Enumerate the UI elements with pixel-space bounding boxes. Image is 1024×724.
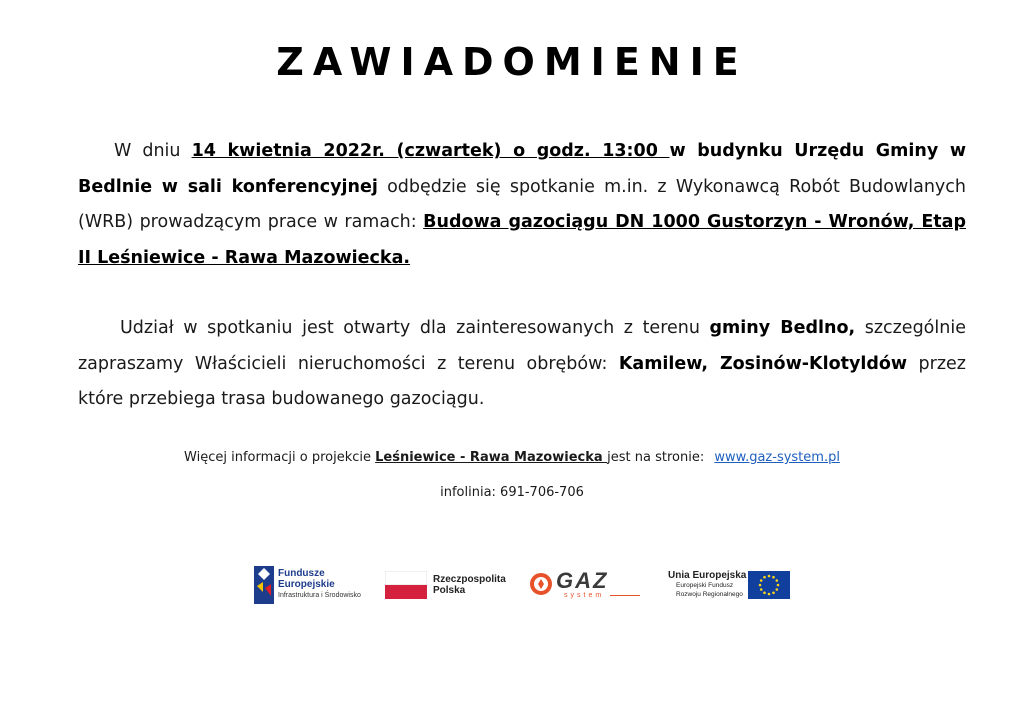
more-info-line [0, 450, 1024, 465]
unia-europejska-logo [668, 562, 792, 608]
ue-line2: Europejski Fundusz [676, 582, 734, 589]
info-project: Leśniewice - Rawa Mazowiecka [375, 450, 608, 465]
gaz-sub: system [564, 592, 605, 599]
logo-bar [0, 562, 1024, 608]
gaz-underline [610, 595, 640, 596]
p2-text-3: przez które przebiega trasa budowanego gazociągu. [78, 353, 966, 409]
eu-flag-icon [748, 571, 790, 599]
polish-flag-icon [385, 571, 427, 599]
fe-line2: Europejskie [278, 579, 335, 590]
fe-line1: Fundusze [278, 568, 325, 579]
fundusze-europejskie-logo [254, 562, 366, 608]
info-mid: jest na stronie: [607, 450, 705, 465]
fe-flag-icon [254, 566, 274, 604]
gaz-word: GAZ [556, 568, 609, 593]
gaz-system-logo [530, 562, 642, 608]
fe-line3: Infrastruktura i Środowisko [278, 592, 361, 599]
page-title: ZAWIADOMIENIE [276, 40, 748, 84]
p1-place: w budynku Urzędu Gminy w Bedlnie w sali konferencyjnej [78, 141, 966, 197]
rp-line2: Polska [433, 585, 466, 596]
rp-line1: Rzeczpospolita [433, 574, 506, 585]
p1-text-2: odbędzie się spotkanie m.in. z Wykonawcą Robót Budowlanych (WRB) prowadzącym prace w ramach: [78, 176, 967, 232]
hotline: infolinia: 691-706-706 [440, 485, 584, 500]
p1-text-1: W dniu [114, 141, 192, 161]
paragraph-invitation [78, 311, 966, 418]
ue-line3: Rozwoju Regionalnego [676, 591, 743, 598]
info-prefix: Więcej informacji o projekcie [184, 450, 376, 465]
p2-text-1: Udział w spotkaniu jest otwarty dla zainteresowanych z terenu [120, 318, 710, 338]
p2-gmina: gminy Bedlno, [709, 318, 856, 338]
paragraph-meeting [78, 134, 966, 276]
rzeczpospolita-polska-logo [385, 562, 515, 608]
ue-line1: Unia Europejska [668, 570, 747, 581]
p2-areas: Kamilew, Zosinów-Klotyldów [618, 353, 908, 374]
gaz-system-symbol-icon [530, 573, 552, 595]
p2-text-2: szczególnie zapraszamy Właścicieli nieruchomości z terenu obrębów: [78, 318, 966, 374]
p1-date: 14 kwietnia 2022r. (czwartek) o godz. 13:00 [191, 141, 670, 161]
p1-project: Budowa gazociągu DN 1000 Gustorzyn - Wronów, Etap II Leśniewice - Rawa Mazowiecka. [78, 212, 966, 268]
website-link[interactable]: www.gaz-system.pl [714, 450, 840, 465]
